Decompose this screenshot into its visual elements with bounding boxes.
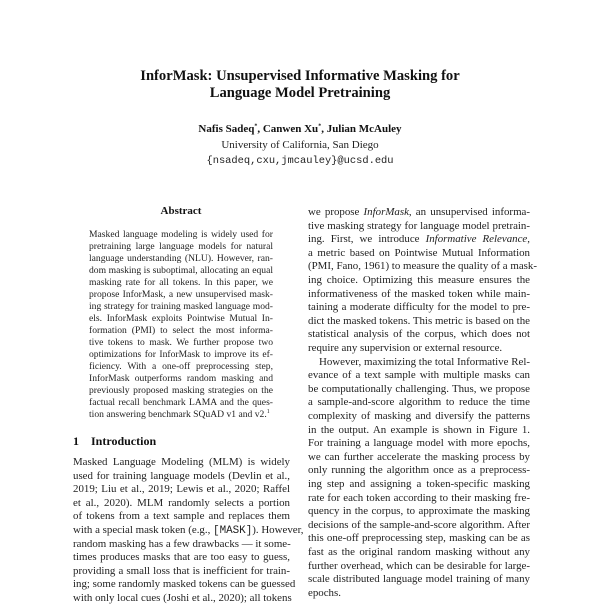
- text-line: [89, 349, 273, 360]
- author-name: Julian McAuley: [326, 123, 402, 135]
- text-span: For training a language model with more epochs,: [308, 437, 530, 450]
- text-line: [73, 538, 290, 550]
- text-span: tive masking strategy for language model pretrain-: [308, 219, 530, 232]
- text-line: [89, 253, 273, 264]
- text-line: [308, 356, 530, 368]
- text-line: [73, 456, 290, 468]
- text-span: Masked language modeling is widely used for: [89, 229, 273, 240]
- text-line: [89, 241, 273, 252]
- text-line: [308, 369, 530, 381]
- text-span: providing a small loss that is inefficient for train-: [73, 564, 290, 577]
- text-span: used for training language models (Devlin et al.,: [73, 469, 290, 482]
- text-line: [308, 342, 530, 354]
- code-text: [MASK]: [213, 525, 253, 537]
- text-line: [89, 337, 273, 348]
- text-span: require any supervision or external resource.: [308, 342, 503, 354]
- text-line: [89, 229, 273, 240]
- text-span: rate for each token according to their masking fre-: [308, 491, 530, 504]
- text-span: pretraining large language models for natural: [89, 241, 273, 252]
- text-span: , an unsupervised informa-: [408, 206, 530, 218]
- text-line: [73, 592, 290, 604]
- text-span: only running the algorithm once as a preprocess-: [308, 464, 530, 477]
- text-span: However, maximizing the total Informative Rel-: [319, 355, 530, 368]
- text-span: et al., 2020). MLM randomly selects a portion: [73, 496, 290, 509]
- text-line: [73, 470, 290, 482]
- text-line: [308, 260, 537, 273]
- section-title: Introduction: [91, 434, 157, 448]
- text-line: [308, 492, 530, 504]
- abstract-heading: Abstract: [160, 205, 202, 217]
- text-line: [308, 233, 530, 245]
- text-line: [308, 274, 530, 286]
- text-line: [89, 301, 273, 312]
- text-span: we can further accelerate the masking process by: [308, 450, 530, 463]
- text-span: els. InforMask exploits Pointwise Mutual In-: [89, 313, 273, 324]
- text-span: times produces masks that are too easy to guess,: [73, 551, 290, 564]
- author-name: Nafis Sadeq: [198, 123, 255, 135]
- text-span: ing strategy for training masked language mod-: [89, 301, 273, 312]
- text-line: [308, 247, 530, 259]
- text-span: with only local cues (Joshi et al., 2020); all tokens: [73, 592, 292, 604]
- text-span: a metric based on Pointwise Mutual Information: [308, 246, 530, 259]
- text-span: informativeness of the masked token while main-: [308, 287, 530, 300]
- text-line: [308, 573, 530, 585]
- text-line: [308, 505, 530, 517]
- text-span: a sample-and-score algorithm to reduce the time: [308, 396, 530, 409]
- text-line: [308, 396, 530, 408]
- text-line: [73, 510, 290, 522]
- author-name: Canwen Xu: [262, 123, 319, 135]
- text-line: [308, 464, 530, 476]
- text-line: [308, 288, 530, 300]
- text-span: dict the masked tokens. This metric is based on the: [308, 314, 530, 327]
- text-line: [308, 532, 530, 544]
- text-span: propose InforMask, a new unsupervised mask-: [89, 289, 273, 300]
- introduction-heading: [73, 434, 156, 449]
- text-line: [308, 410, 530, 422]
- text-span: statistical analysis of the corpus, which does not: [308, 328, 530, 341]
- text-line: [308, 383, 530, 395]
- text-span: of tokens from a text sample and replaces them: [73, 510, 290, 523]
- emphasis-text: InforMask: [363, 206, 409, 218]
- text-line: [89, 325, 273, 336]
- text-line: [89, 361, 273, 372]
- text-span: InforMask outperforms random masking and: [89, 373, 273, 384]
- text-span: ing step and assigning a token-specific masking: [308, 478, 530, 490]
- text-line: [308, 451, 530, 463]
- text-line: [308, 206, 530, 218]
- text-span: previously proposed masking strategies on the: [89, 385, 273, 396]
- equal-contribution-mark: *: [318, 123, 322, 130]
- text-span: complexity of masking and diversify the patterns: [308, 410, 530, 422]
- text-span: ing. First, we introduce: [308, 233, 426, 246]
- paper-title-line-1: InforMask: Unsupervised Informative Masking for: [140, 68, 460, 84]
- equal-contribution-mark: *: [254, 123, 258, 130]
- text-span: random masking has a few drawbacks — it some-: [73, 537, 291, 550]
- author-list: Nafis Sadeq*, Canwen Xu*, Julian McAuley: [198, 123, 402, 135]
- text-span: fast as the original random masking without any: [308, 546, 530, 558]
- text-line: [308, 587, 530, 599]
- text-line: [89, 409, 273, 420]
- text-span: tive tokens to mask. We further propose two: [89, 337, 273, 348]
- text-line: [73, 524, 304, 537]
- text-span: scale distributed language model training of many: [308, 573, 530, 586]
- text-span: we propose: [308, 206, 364, 218]
- text-span: language understanding (NLU). However, ran-: [89, 253, 273, 264]
- section-number: 1: [73, 434, 79, 448]
- text-line: [89, 277, 273, 288]
- text-span: ing choice. Optimizing this measure ensures the: [308, 274, 530, 286]
- text-line: [89, 265, 273, 276]
- text-span: factual recall benchmark LAMA and the ques-: [89, 397, 273, 408]
- text-span: further overhead, which can be desirable for large-: [308, 559, 530, 572]
- text-span: with a special mask token (e.g.,: [73, 524, 214, 536]
- paper-title-line-2: Language Model Pretraining: [209, 85, 391, 101]
- text-line: [73, 565, 290, 577]
- text-span: Masked Language Modeling (MLM) is widely: [73, 456, 290, 468]
- text-line: [308, 519, 530, 531]
- text-span: evance of a text sample with multiple masks can: [308, 369, 530, 382]
- text-line: [89, 373, 273, 384]
- text-line: [308, 560, 530, 572]
- text-line: [308, 437, 530, 449]
- text-span: optimizations for InforMask to improve its ef-: [89, 349, 273, 360]
- author-emails: {nsadeq,cxu,jmcauley}@ucsd.edu: [206, 155, 394, 167]
- text-span: ). However,: [252, 524, 304, 536]
- text-span: 2019; Liu et al., 2019; Lewis et al., 2020; Raffel: [73, 483, 290, 496]
- text-line: [73, 551, 290, 563]
- text-line: [89, 385, 273, 396]
- footnote-mark: 1: [266, 408, 270, 415]
- text-span: tion answering benchmark SQuAD v1 and v2.: [89, 409, 267, 420]
- text-line: [308, 546, 530, 558]
- text-line: [308, 315, 530, 327]
- text-line: [73, 483, 290, 495]
- text-span: masking rate for all tokens. In this paper, we: [89, 277, 273, 288]
- text-line: [308, 478, 530, 490]
- text-span: in the output. An example is shown in Figure 1.: [308, 423, 530, 436]
- text-span: taining a moderate difficulty for the model to pre-: [308, 301, 530, 314]
- text-span: formation (PMI) to select the most informa-: [89, 325, 273, 336]
- text-line: [73, 497, 290, 509]
- text-span: epochs.: [308, 586, 341, 599]
- text-span: be computationally challenging. Thus, we propose: [308, 382, 530, 395]
- text-span: this one-off preprocessing step, masking can be as: [308, 532, 530, 545]
- text-line: [308, 301, 530, 313]
- affiliation: University of California, San Diego: [221, 139, 379, 151]
- text-span: (PMI, Fano, 1961) to measure the quality of a mask-: [308, 260, 537, 273]
- text-span: quency in the corpus, to approximate the masking: [308, 505, 530, 518]
- text-span: ficiency. With a one-off preprocessing step,: [89, 361, 273, 372]
- text-line: [308, 328, 530, 340]
- text-span: dom masking is suboptimal, allocating an equal: [89, 265, 273, 276]
- text-span: decisions of the sample-and-score algorithm. After: [308, 518, 530, 531]
- text-line: [89, 313, 273, 324]
- text-line: [308, 424, 530, 436]
- text-line: [308, 220, 530, 232]
- text-line: [73, 578, 296, 591]
- text-span: ing; some randomly masked tokens can be guessed: [73, 578, 296, 591]
- emphasis-text: Informative Relevance: [425, 233, 528, 246]
- text-span: ,: [527, 233, 530, 246]
- text-line: [89, 397, 273, 408]
- text-line: [89, 289, 273, 300]
